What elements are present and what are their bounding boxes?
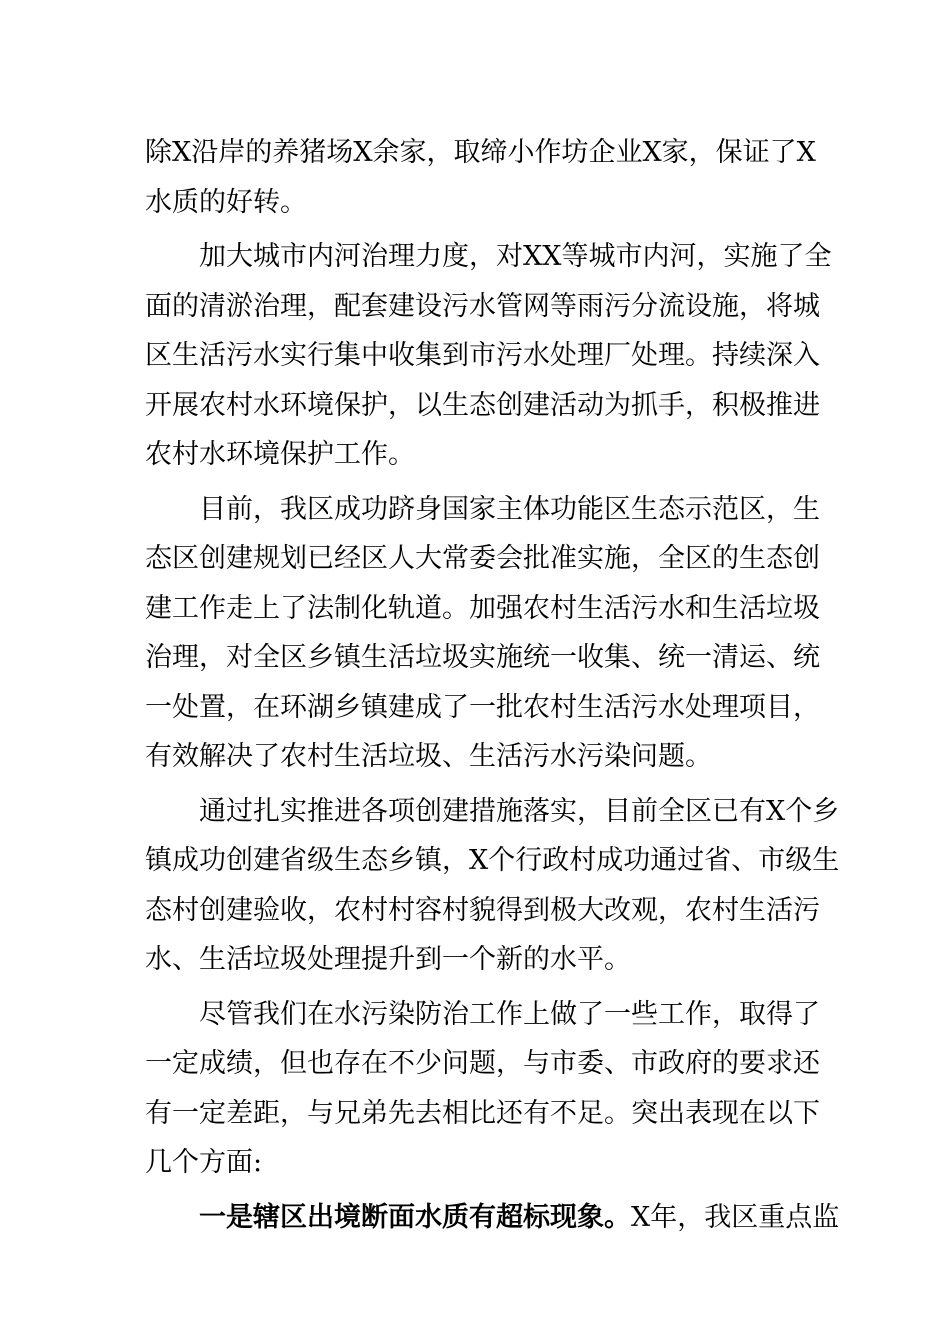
paragraph-2 xyxy=(145,232,832,480)
text-line: 农村水环境保护工作。 xyxy=(145,439,415,470)
document-body xyxy=(145,128,840,1242)
text-line: 通过扎实推进各项创建措施落实，目前全区已有X个乡 xyxy=(199,795,840,827)
text-line: 尽管我们在水污染防治工作上做了一些工作，取得了 xyxy=(199,998,820,1030)
text-line: 面的清淤治理，配套建设污水管网等雨污分流设施，将城 xyxy=(145,290,820,322)
text-line: 加大城市内河治理力度，对XX等城市内河，实施了全 xyxy=(199,241,832,272)
text-line: 态村创建验收，农村村容村貌得到极大改观，农村生活污 xyxy=(145,894,820,926)
paragraph-5 xyxy=(145,990,820,1188)
text-line: 治理，对全区乡镇生活垃圾实施统一收集、统一清运、统 xyxy=(145,642,820,673)
text-line: 几个方面: xyxy=(145,1147,263,1178)
bold-heading-phrase: 一是辖区出境断面水质有超标现象。 xyxy=(199,1201,631,1233)
text-line: 开展农村水环境保护，以生态创建活动为抓手，积极推进 xyxy=(145,389,820,421)
text-run: X年，我区重点监 xyxy=(631,1201,840,1233)
text-line: 区生活污水实行集中收集到市污水处理厂处理。持续深入 xyxy=(145,340,820,371)
text-line: 一定成绩，但也存在不少问题，与市委、市政府的要求还 xyxy=(145,1048,820,1079)
paragraph-1 xyxy=(145,128,816,227)
text-line xyxy=(145,1193,840,1243)
text-line: 目前，我区成功跻身国家主体功能区生态示范区，生 xyxy=(199,493,820,525)
text-line: 一处置，在环湖乡镇建成了一批农村生活污水处理项目， xyxy=(145,691,820,723)
text-line: 水质的好转。 xyxy=(145,186,307,218)
paragraph-3 xyxy=(145,485,820,782)
paragraph-6 xyxy=(145,1193,840,1243)
text-line: 态区创建规划已经区人大常委会批准实施，全区的生态创 xyxy=(145,543,820,574)
text-line: 有效解决了农村生活垃圾、生活污水污染问题。 xyxy=(145,741,712,772)
text-line: 水、生活垃圾处理提升到一个新的水平。 xyxy=(145,944,631,975)
text-line: 除X沿岸的养猪场X余家，取缔小作坊企业X家，保证了X xyxy=(145,137,816,168)
text-line: 镇成功创建省级生态乡镇，X个行政村成功通过省、市级生 xyxy=(145,845,840,876)
paragraph-4 xyxy=(145,787,840,985)
text-line: 建工作走上了法制化轨道。加强农村生活污水和生活垃圾 xyxy=(145,592,820,624)
text-line: 有一定差距，与兄弟先去相比还有不足。突出表现在以下 xyxy=(145,1097,820,1129)
